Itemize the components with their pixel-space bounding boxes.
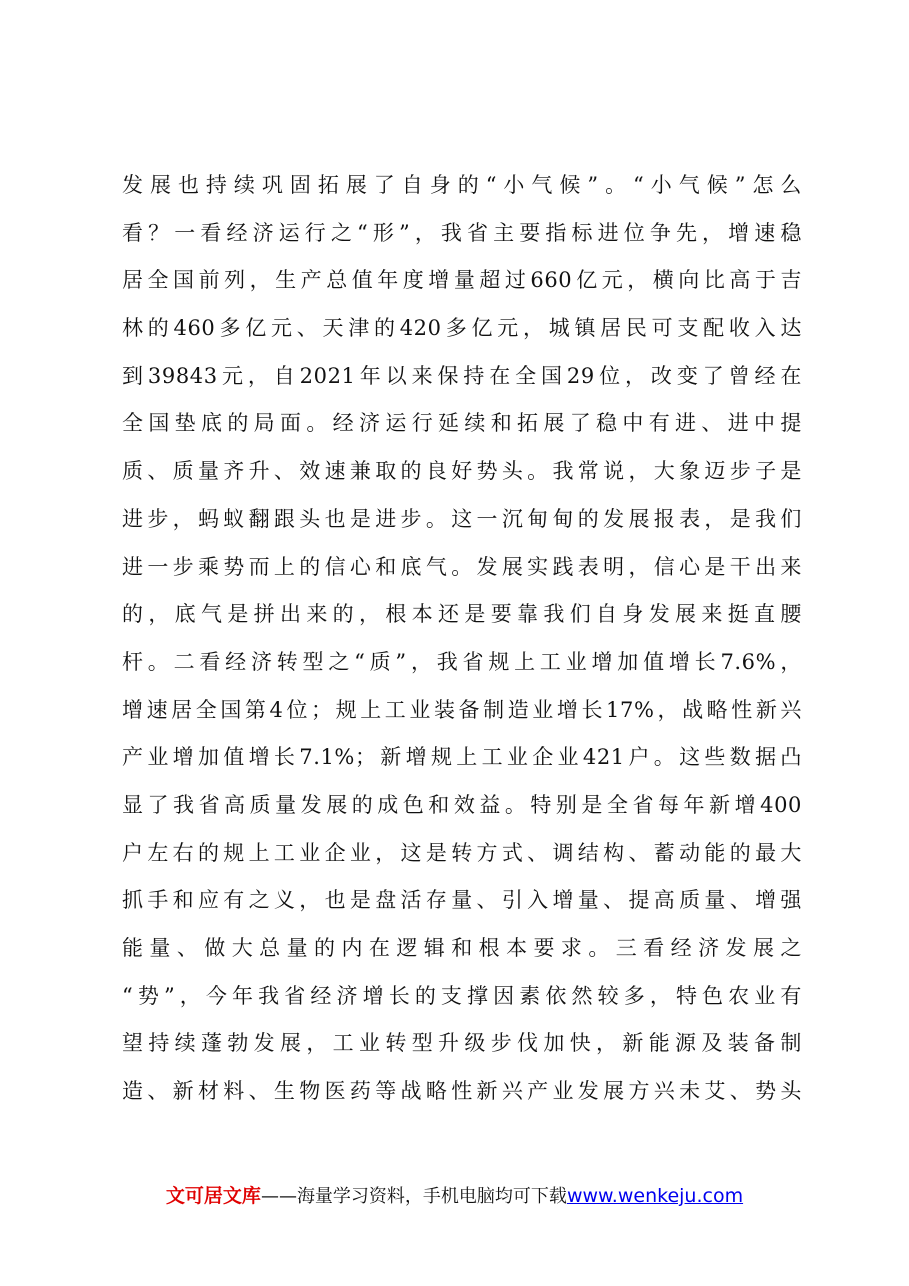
text-line: 林的460多亿元、天津的420多亿元，城镇居民可支配收入达: [122, 316, 802, 341]
text-line: 进步，蚂蚁翻跟头也是进步。这一沉甸甸的发展报表，是我们: [122, 506, 802, 531]
text-line: 的，底气是拼出来的，根本还是要靠我们自身发展来挺直腰: [122, 602, 802, 627]
footer-description: ——海量学习资料，手机电脑均可下载: [260, 1186, 567, 1207]
text-line: “势”，今年我省经济增长的支撑因素依然较多，特色农业有: [122, 983, 802, 1008]
text-line: 望持续蓬勃发展，工业转型升级步伐加快，新能源及装备制: [122, 1031, 802, 1056]
footer-banner: [0, 1182, 909, 1211]
text-line: 造、新材料、生物医药等战略性新兴产业发展方兴未艾、势头: [122, 1079, 802, 1104]
text-line: 全国垫底的局面。经济运行延续和拓展了稳中有进、进中提: [122, 411, 802, 436]
text-line: 抓手和应有之义，也是盘活存量、引入增量、提高质量、增强: [122, 888, 802, 913]
text-line: 显了我省高质量发展的成色和效益。特别是全省每年新增400: [122, 792, 802, 817]
text-line: 产业增加值增长7.1%；新增规上工业企业421户。这些数据凸: [122, 745, 802, 770]
footer-link[interactable]: www.wenkeju.com: [566, 1185, 744, 1207]
text-line: 居全国前列，生产总值年度增量超过660亿元，横向比高于吉: [122, 268, 802, 293]
text-line: 发展也持续巩固拓展了自身的“小气候”。“小气候”怎么: [122, 173, 802, 197]
text-line: 户左右的规上工业企业，这是转方式、调结构、蓄动能的最大: [122, 840, 802, 865]
text-line: 能量、做大总量的内在逻辑和根本要求。三看经济发展之: [122, 936, 802, 960]
footer-brand: 文可居文库: [165, 1185, 261, 1207]
text-line: 杆。二看经济转型之“质”，我省规上工业增加值增长7.6%，: [122, 649, 802, 674]
text-line: 增速居全国第4位；规上工业装备制造业增长17%，战略性新兴: [122, 697, 802, 722]
document-body: [122, 162, 802, 1116]
text-line: 看？一看经济运行之“形”，我省主要指标进位争先，增速稳: [122, 220, 802, 245]
text-line: 质、质量齐升、效速兼取的良好势头。我常说，大象迈步子是: [122, 459, 802, 484]
text-line: 进一步乘势而上的信心和底气。发展实践表明，信心是干出来: [122, 554, 802, 579]
text-line: 到39843元，自2021年以来保持在全国29位，改变了曾经在: [122, 363, 802, 388]
